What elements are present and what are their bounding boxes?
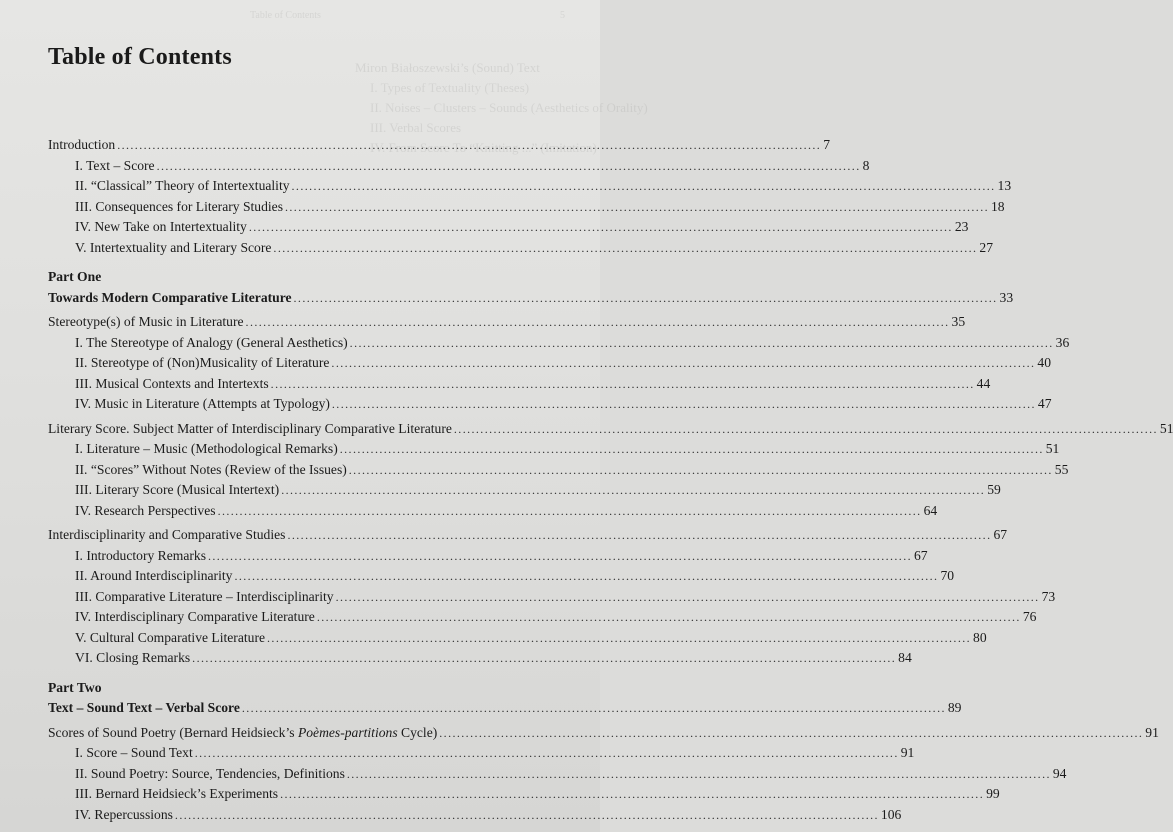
entry-page-number: 44: [976, 375, 991, 391]
dot-leader: [249, 217, 953, 238]
dot-leader: [332, 394, 1036, 415]
toc-subentry: [48, 566, 955, 587]
toc-subentry: [48, 333, 1070, 354]
toc-subentry: [48, 374, 991, 395]
dot-leader: [349, 460, 1053, 481]
entry-page-number: 76: [1022, 609, 1037, 624]
entry-page-number: 13: [997, 178, 1012, 193]
entry-page-number: 89: [947, 700, 962, 715]
entry-page-number: 36: [1055, 334, 1070, 350]
dot-leader: [271, 374, 975, 395]
entry-label: IV. Research Perspectives: [75, 502, 216, 518]
entry-page-number: 7: [823, 137, 830, 152]
toc-subentry: [48, 156, 870, 177]
ghost-line: IV. From Score To “Knitting ...” (Imitation): [370, 140, 597, 155]
entry-label: VI. Closing Remarks: [75, 650, 191, 665]
entry-page-number: 84: [898, 650, 912, 665]
toc-subentry: [48, 176, 1012, 197]
entry-label: II. Around Interdisciplinarity: [75, 568, 233, 583]
part-two-heading: Part Two: [48, 679, 102, 695]
toc-entry-chapter: [48, 312, 966, 333]
toc-subentry: [48, 587, 1056, 608]
toc-subentry: [48, 460, 1069, 481]
toc-subentry: [48, 439, 1060, 460]
dot-leader: [192, 648, 896, 669]
dot-leader: [273, 238, 977, 259]
toc-entry-part-one-title: [48, 288, 1014, 309]
entry-page-number: 27: [979, 239, 994, 255]
dot-leader: [218, 501, 922, 522]
entry-page-number: 94: [1052, 765, 1067, 781]
entry-page-number: 51: [1045, 441, 1060, 456]
entry-label: II. “Scores” Without Notes (Review of the Issues): [75, 461, 347, 477]
entry-label: Introduction: [48, 137, 116, 152]
part-one-heading: Part One: [48, 269, 102, 284]
entry-label: IV. Repercussions: [75, 806, 173, 822]
dot-leader: [246, 312, 950, 333]
dot-leader: [294, 288, 998, 309]
entry-page-number: 35: [951, 314, 966, 329]
entry-page-number: 80: [973, 629, 987, 645]
table-of-contents: [48, 135, 1173, 825]
toc-entry-chapter: [48, 723, 1159, 744]
entry-label: Literary Score. Subject Matter of Interdisciplinary Comparative Literature: [48, 420, 452, 436]
entry-label: II. “Classical” Theory of Intertextuality: [75, 178, 290, 193]
entry-label: III. Bernard Heidsieck’s Experiments: [75, 786, 279, 801]
entry-page-number: 99: [986, 786, 1000, 801]
toc-subentry: [48, 784, 1000, 805]
dot-leader: [340, 439, 1044, 460]
entry-label-part: Scores of Sound Poetry (Bernard Heidsieck’s: [48, 724, 298, 740]
entry-page-number: 91: [1145, 724, 1159, 740]
ghost-header: Table of Contents: [250, 10, 321, 21]
toc-subentry: [48, 764, 1067, 785]
entry-label: I. Literature – Music (Methodological Remarks): [75, 441, 338, 456]
entry-label: Text – Sound Text – Verbal Score: [48, 700, 240, 715]
entry-page-number: 8: [862, 157, 870, 173]
dot-leader: [439, 723, 1143, 744]
dot-leader: [350, 333, 1054, 354]
dot-leader: [347, 764, 1051, 785]
toc-subentry: [48, 217, 969, 238]
toc-subentry: [48, 805, 902, 826]
entry-label: I. Score – Sound Text: [75, 745, 193, 760]
entry-label: III. Literary Score (Musical Intertext): [75, 482, 280, 497]
entry-page-number: 106: [880, 806, 902, 822]
dot-leader: [242, 698, 946, 719]
entry-label: Stereotype(s) of Music in Literature: [48, 314, 244, 329]
entry-page-number: 59: [987, 482, 1001, 497]
toc-subentry: [48, 394, 1052, 415]
entry-page-number: 64: [923, 502, 938, 518]
entry-page-number: 70: [940, 568, 955, 583]
entry-page-number: 51: [1159, 420, 1173, 436]
dot-leader: [292, 176, 996, 197]
dot-leader: [281, 480, 985, 501]
entry-label: V. Intertextuality and Literary Score: [75, 239, 272, 255]
entry-label: Towards Modern Comparative Literature: [48, 289, 292, 305]
dot-leader: [317, 607, 1021, 628]
toc-subentry: [48, 546, 928, 567]
dot-leader: [287, 525, 991, 546]
ghost-line: II. Noises – Clusters – Sounds (Aesthetics of Orality): [370, 100, 648, 115]
entry-page-number: 91: [900, 745, 915, 760]
entry-page-number: 33: [999, 289, 1014, 305]
toc-entry-chapter: [48, 525, 1008, 546]
entry-label: I. The Stereotype of Analogy (General Aesthetics): [75, 334, 348, 350]
dot-leader: [331, 353, 1035, 374]
entry-label: IV. Interdisciplinary Comparative Literature: [75, 609, 315, 624]
entry-page-number: 55: [1054, 461, 1069, 477]
entry-label: I. Text – Score: [75, 157, 155, 173]
entry-label-italic: Poèmes-partitions: [297, 724, 398, 740]
ghost-line: III. Verbal Scores: [370, 120, 462, 135]
entry-label: II. Sound Poetry: Source, Tendencies, Definitions: [75, 765, 345, 781]
dot-leader: [454, 419, 1158, 440]
toc-subentry: [48, 501, 938, 522]
dot-leader: [195, 743, 899, 764]
dot-leader: [267, 628, 971, 649]
entry-label: IV. New Take on Intertextuality: [75, 219, 247, 234]
toc-subentry: [48, 480, 1001, 501]
dot-leader: [117, 135, 821, 156]
toc-subentry: [48, 197, 1005, 218]
entry-label: [48, 723, 437, 744]
toc-subentry: [48, 628, 987, 649]
dot-leader: [285, 197, 989, 218]
entry-label: III. Musical Contexts and Intertexts: [75, 375, 269, 391]
entry-label: III. Consequences for Literary Studies: [75, 198, 283, 214]
toc-subentry: [48, 238, 994, 259]
entry-label: IV. Music in Literature (Attempts at Typology): [75, 396, 330, 411]
ghost-line: Miron Białoszewski’s (Sound) Text: [355, 60, 540, 75]
toc-subentry: [48, 648, 912, 669]
ghost-line: I. Types of Textuality (Theses): [370, 80, 530, 95]
toc-subentry: [48, 607, 1037, 628]
entry-label-part: Cycle): [397, 724, 438, 740]
entry-page-number: 40: [1037, 355, 1052, 370]
dot-leader: [208, 546, 912, 567]
toc-entry-chapter: [48, 419, 1173, 440]
entry-page-number: 47: [1037, 396, 1052, 411]
entry-page-number: 73: [1041, 588, 1056, 604]
ghost-page-number: 5: [560, 10, 565, 21]
dot-leader: [234, 566, 938, 587]
entry-page-number: 67: [914, 547, 928, 563]
toc-entry-introduction: [48, 135, 830, 156]
entry-label: I. Introductory Remarks: [75, 547, 206, 563]
entry-label: Interdisciplinarity and Comparative Studies: [48, 527, 286, 542]
dot-leader: [175, 805, 879, 826]
entry-page-number: 18: [991, 198, 1005, 214]
dot-leader: [280, 784, 984, 805]
entry-label: II. Stereotype of (Non)Musicality of Literature: [75, 355, 330, 370]
toc-subentry: [48, 743, 915, 764]
entry-page-number: 67: [993, 527, 1008, 542]
entry-page-number: 23: [954, 219, 969, 234]
dot-leader: [157, 156, 861, 177]
toc-subentry: [48, 353, 1052, 374]
toc-entry-part-two-title: [48, 698, 962, 719]
dot-leader: [336, 587, 1040, 608]
entry-label: V. Cultural Comparative Literature: [75, 629, 266, 645]
page-title: Table of Contents: [48, 44, 232, 70]
entry-label: III. Comparative Literature – Interdisciplinarity: [75, 588, 334, 604]
